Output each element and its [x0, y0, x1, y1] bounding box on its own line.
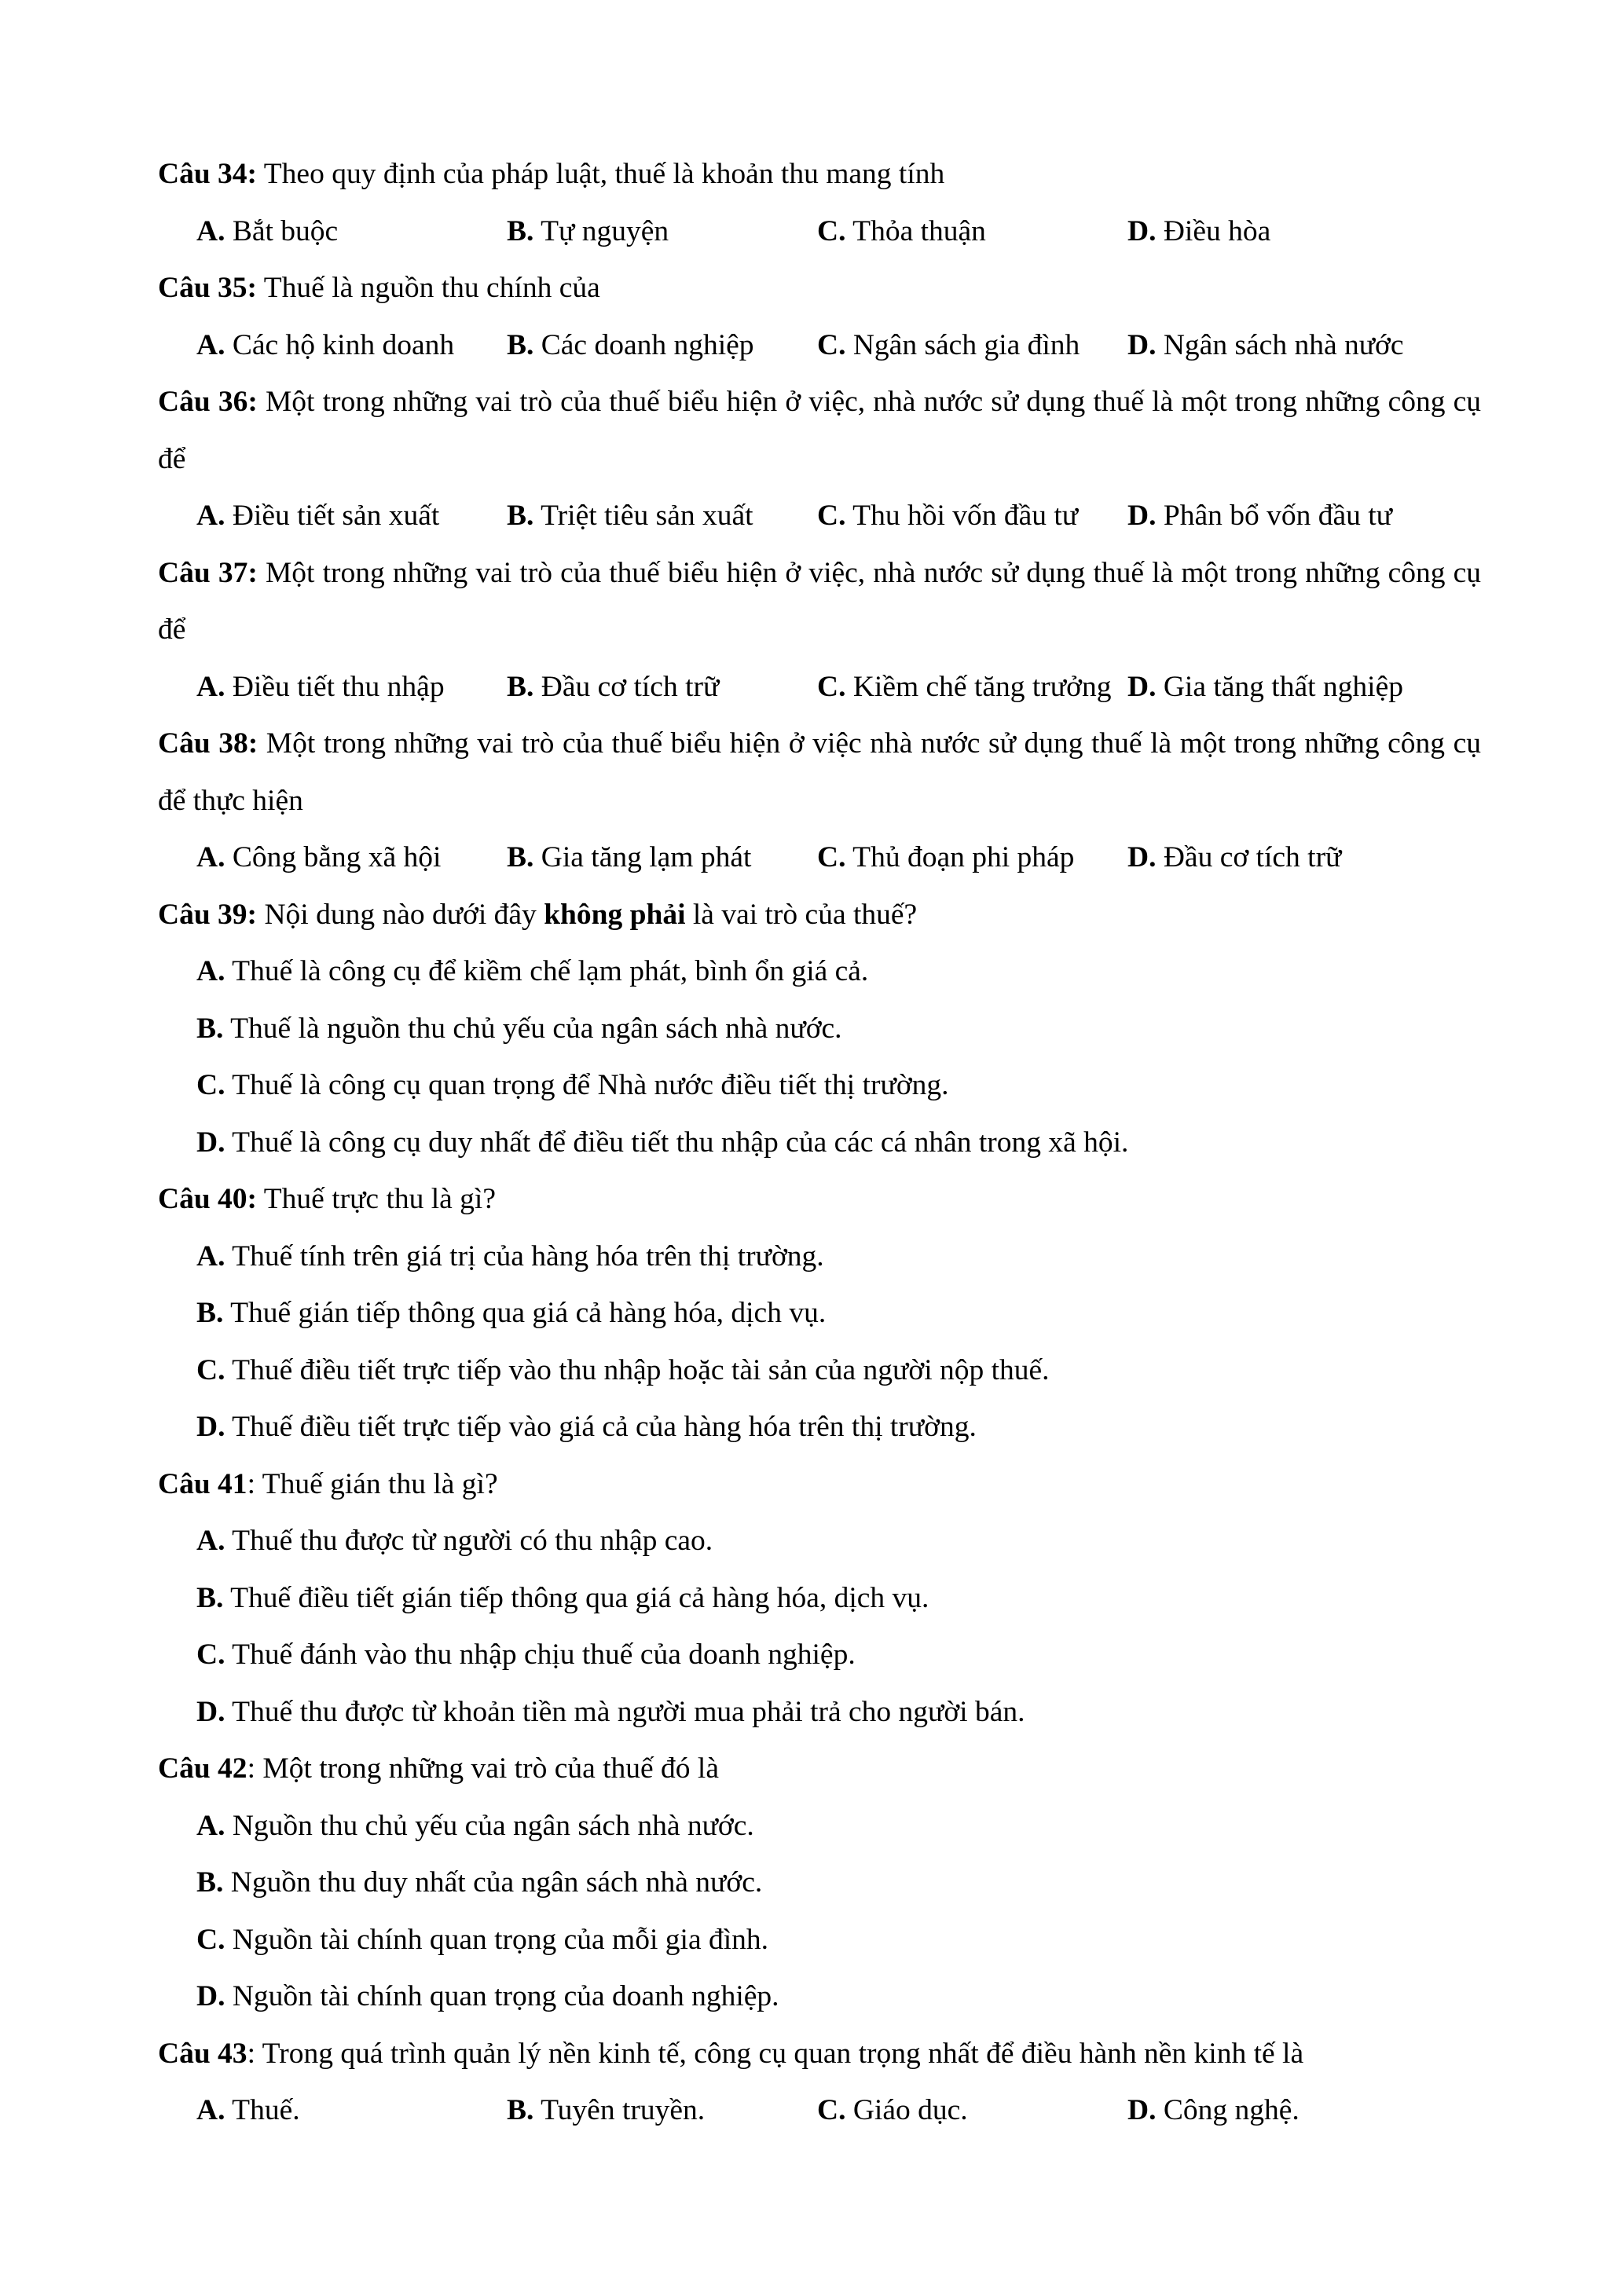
option-letter: A.: [196, 841, 225, 873]
answer-option: [158, 1912, 1481, 1969]
question-stem: [158, 545, 1481, 659]
option-text: Ngân sách gia đình: [852, 328, 1080, 361]
option-text: Thuế là công cụ để kiềm chế lạm phát, bình ổn giá cả.: [232, 955, 869, 987]
option-text: Thuế thu được từ người có thu nhập cao.: [232, 1525, 713, 1557]
option-text: Thủ đoạn phi pháp: [852, 841, 1075, 873]
option-text: Các doanh nghiệp: [541, 328, 754, 361]
option-letter: A.: [196, 1809, 225, 1842]
option-text: Thỏa thuận: [852, 214, 986, 247]
answer-option: [1127, 317, 1404, 375]
answer-option: [817, 203, 1127, 261]
option-letter: A.: [196, 1525, 225, 1557]
option-text: Phân bổ vốn đầu tư: [1163, 500, 1392, 532]
option-text: Đầu cơ tích trữ: [541, 670, 720, 703]
answer-option: [196, 317, 507, 375]
option-letter: B.: [507, 841, 534, 873]
question-stem: [158, 716, 1481, 829]
answer-options: [158, 317, 1481, 375]
option-letter: C.: [817, 670, 846, 703]
answer-option: [158, 1798, 1481, 1855]
answer-option: [158, 1513, 1481, 1570]
option-letter: B.: [196, 1297, 224, 1329]
question-stem: [158, 887, 1481, 944]
option-letter: B.: [507, 670, 534, 703]
question-block: [158, 2026, 1481, 2140]
answer-option: [196, 203, 507, 261]
answer-option: [158, 1057, 1481, 1115]
question-text: Thuế trực thu là gì?: [263, 1183, 496, 1215]
answer-option: [507, 317, 817, 375]
answer-options: [158, 1513, 1481, 1741]
option-text: Công bằng xã hội: [232, 841, 442, 873]
option-letter: D.: [196, 1126, 225, 1159]
option-letter: D.: [196, 1411, 225, 1443]
question-number: Câu 35:: [158, 272, 258, 304]
option-text: Thuế là công cụ duy nhất để điều tiết thu nhập của các cá nhân trong xã hội.: [232, 1126, 1129, 1159]
answer-option: [196, 2082, 507, 2140]
option-text: Thu hồi vốn đầu tư: [852, 500, 1079, 532]
question-number: Câu 38:: [158, 727, 258, 760]
answer-options: [158, 1798, 1481, 2026]
answer-option: [158, 1115, 1481, 1172]
option-letter: D.: [1127, 214, 1157, 247]
question-number: Câu 34:: [158, 158, 258, 190]
option-text: Thuế.: [232, 2094, 300, 2126]
question-block: [158, 887, 1481, 1172]
option-text: Gia tăng thất nghiệp: [1163, 670, 1403, 703]
option-letter: A.: [196, 955, 225, 987]
answer-option: [507, 829, 817, 887]
option-letter: C.: [817, 2094, 846, 2126]
answer-option: [158, 1285, 1481, 1342]
question-block: [158, 545, 1481, 716]
answer-option: [158, 1001, 1481, 1058]
answer-option: [507, 659, 817, 716]
question-number: Câu 39:: [158, 898, 258, 931]
option-text: Nguồn thu duy nhất của ngân sách nhà nước.: [230, 1866, 763, 1899]
option-text: Công nghệ.: [1163, 2094, 1300, 2126]
answer-option: [1127, 488, 1392, 545]
option-letter: C.: [817, 328, 846, 361]
option-letter: C.: [817, 214, 846, 247]
question-number: Câu 36:: [158, 386, 258, 418]
answer-options: [158, 659, 1481, 716]
answer-options: [158, 943, 1481, 1171]
answer-option: [507, 2082, 817, 2140]
question-stem: [158, 1171, 1481, 1229]
answer-option: [1127, 829, 1341, 887]
option-letter: D.: [1127, 500, 1157, 532]
question-text: : Thuế gián thu là gì?: [247, 1467, 498, 1500]
option-letter: D.: [196, 1980, 225, 2012]
option-letter: C.: [196, 1639, 225, 1671]
answer-option: [158, 1684, 1481, 1741]
option-text: Thuế là nguồn thu chủ yếu của ngân sách nhà nước.: [230, 1012, 842, 1045]
option-text: Giáo dục.: [852, 2094, 968, 2126]
option-text: Ngân sách nhà nước: [1163, 328, 1404, 361]
answer-option: [158, 1627, 1481, 1684]
question-text: Nội dung nào dưới đây: [264, 898, 537, 931]
option-letter: A.: [196, 328, 225, 361]
option-letter: D.: [1127, 328, 1157, 361]
option-letter: C.: [196, 1923, 225, 1956]
question-text: Thuế là nguồn thu chính của: [263, 272, 600, 304]
question-number: Câu 42: [158, 1752, 247, 1785]
option-letter: B.: [507, 2094, 534, 2126]
question-stem: [158, 260, 1481, 317]
option-text: Kiềm chế tăng trưởng: [852, 670, 1112, 703]
answer-option: [158, 1342, 1481, 1400]
answer-option: [196, 659, 507, 716]
option-letter: A.: [196, 670, 225, 703]
option-text: Thuế tính trên giá trị của hàng hóa trên thị trường.: [232, 1240, 824, 1273]
document-body: [158, 146, 1481, 2140]
option-text: Thuế điều tiết trực tiếp vào giá cả của hàng hóa trên thị trường.: [232, 1411, 977, 1443]
question-stem: [158, 374, 1481, 488]
question-block: [158, 1741, 1481, 2026]
option-letter: B.: [507, 214, 534, 247]
question-stem: [158, 1741, 1481, 1798]
option-text: Điều hòa: [1163, 214, 1271, 247]
option-text: Thuế gián tiếp thông qua giá cả hàng hóa, dịch vụ.: [230, 1297, 827, 1329]
question-block: [158, 260, 1481, 374]
answer-options: [158, 203, 1481, 261]
option-text: Các hộ kinh doanh: [232, 328, 455, 361]
option-letter: C.: [817, 841, 846, 873]
answer-option: [158, 1399, 1481, 1456]
answer-option: [158, 943, 1481, 1001]
answer-options: [158, 488, 1481, 545]
answer-option: [507, 203, 817, 261]
option-text: Bắt buộc: [232, 214, 339, 247]
question-number: Câu 43: [158, 2037, 247, 2070]
question-block: [158, 146, 1481, 260]
option-letter: A.: [196, 214, 225, 247]
option-letter: B.: [507, 328, 534, 361]
question-stem: [158, 2026, 1481, 2083]
option-text: Triệt tiêu sản xuất: [541, 500, 753, 532]
answer-options: [158, 1229, 1481, 1456]
question-text: Một trong những vai trò của thuế biểu hiện ở việc nhà nước sử dụng thuế là một trong những công cụ để thực hiện: [158, 727, 1481, 817]
option-letter: B.: [507, 500, 534, 532]
option-letter: C.: [817, 500, 846, 532]
answer-option: [817, 2082, 1127, 2140]
option-text: Điều tiết thu nhập: [232, 670, 445, 703]
answer-options: [158, 829, 1481, 887]
option-text: Thuế đánh vào thu nhập chịu thuế của doanh nghiệp.: [232, 1639, 856, 1671]
question-number: Câu 37:: [158, 556, 258, 589]
answer-option: [196, 488, 507, 545]
answer-option: [817, 488, 1127, 545]
question-stem: [158, 1456, 1481, 1514]
option-letter: D.: [1127, 670, 1157, 703]
option-letter: A.: [196, 2094, 225, 2126]
option-text: Thuế thu được từ khoản tiền mà người mua phải trả cho người bán.: [232, 1695, 1025, 1728]
option-text: Thuế điều tiết gián tiếp thông qua giá cả hàng hóa, dịch vụ.: [230, 1581, 929, 1614]
question-number: Câu 40:: [158, 1183, 258, 1215]
answer-option: [158, 1855, 1481, 1912]
answer-option: [158, 1229, 1481, 1286]
option-letter: B.: [196, 1581, 224, 1614]
answer-option: [1127, 2082, 1300, 2140]
answer-option: [817, 659, 1127, 716]
answer-option: [196, 829, 507, 887]
question-block: [158, 716, 1481, 887]
question-block: [158, 374, 1481, 545]
question-stem: [158, 146, 1481, 203]
question-number: Câu 41: [158, 1467, 247, 1500]
option-letter: B.: [196, 1866, 224, 1899]
option-text: Thuế là công cụ quan trọng để Nhà nước điều tiết thị trường.: [232, 1069, 949, 1101]
answer-option: [1127, 203, 1270, 261]
option-text: Tuyên truyền.: [541, 2094, 706, 2126]
question-block: [158, 1171, 1481, 1456]
option-letter: D.: [1127, 841, 1157, 873]
option-text: Thuế điều tiết trực tiếp vào thu nhập hoặc tài sản của người nộp thuế.: [232, 1353, 1050, 1386]
question-text-after: là vai trò của thuế?: [692, 898, 918, 931]
option-text: Nguồn thu chủ yếu của ngân sách nhà nước.: [232, 1809, 754, 1842]
answer-option: [158, 1968, 1481, 2026]
option-letter: D.: [196, 1695, 225, 1728]
answer-option: [817, 317, 1127, 375]
question-text: : Một trong những vai trò của thuế đó là: [247, 1752, 719, 1785]
option-text: Nguồn tài chính quan trọng của doanh nghiệp.: [232, 1980, 779, 2012]
answer-option: [507, 488, 817, 545]
answer-option: [1127, 659, 1403, 716]
question-text: Một trong những vai trò của thuế biểu hiện ở việc, nhà nước sử dụng thuế là một trong những công cụ để: [158, 556, 1481, 646]
question-text: Theo quy định của pháp luật, thuế là khoản thu mang tính: [263, 158, 945, 190]
option-letter: A.: [196, 1240, 225, 1273]
option-text: Nguồn tài chính quan trọng của mỗi gia đình.: [232, 1923, 769, 1956]
option-letter: C.: [196, 1353, 225, 1386]
option-letter: B.: [196, 1012, 224, 1045]
question-block: [158, 1456, 1481, 1741]
option-letter: C.: [196, 1069, 225, 1101]
option-text: Tự nguyện: [541, 214, 669, 247]
question-emphasis: không phải: [544, 898, 686, 931]
option-letter: A.: [196, 500, 225, 532]
question-text: : Trong quá trình quản lý nền kinh tế, công cụ quan trọng nhất để điều hành nền kinh tế là: [247, 2037, 1304, 2070]
option-letter: D.: [1127, 2094, 1157, 2126]
answer-options: [158, 2082, 1481, 2140]
question-text: Một trong những vai trò của thuế biểu hiện ở việc, nhà nước sử dụng thuế là một trong những công cụ để: [158, 386, 1481, 475]
option-text: Đầu cơ tích trữ: [1163, 841, 1342, 873]
answer-option: [817, 829, 1127, 887]
option-text: Gia tăng lạm phát: [541, 841, 752, 873]
answer-option: [158, 1570, 1481, 1628]
option-text: Điều tiết sản xuất: [232, 500, 440, 532]
